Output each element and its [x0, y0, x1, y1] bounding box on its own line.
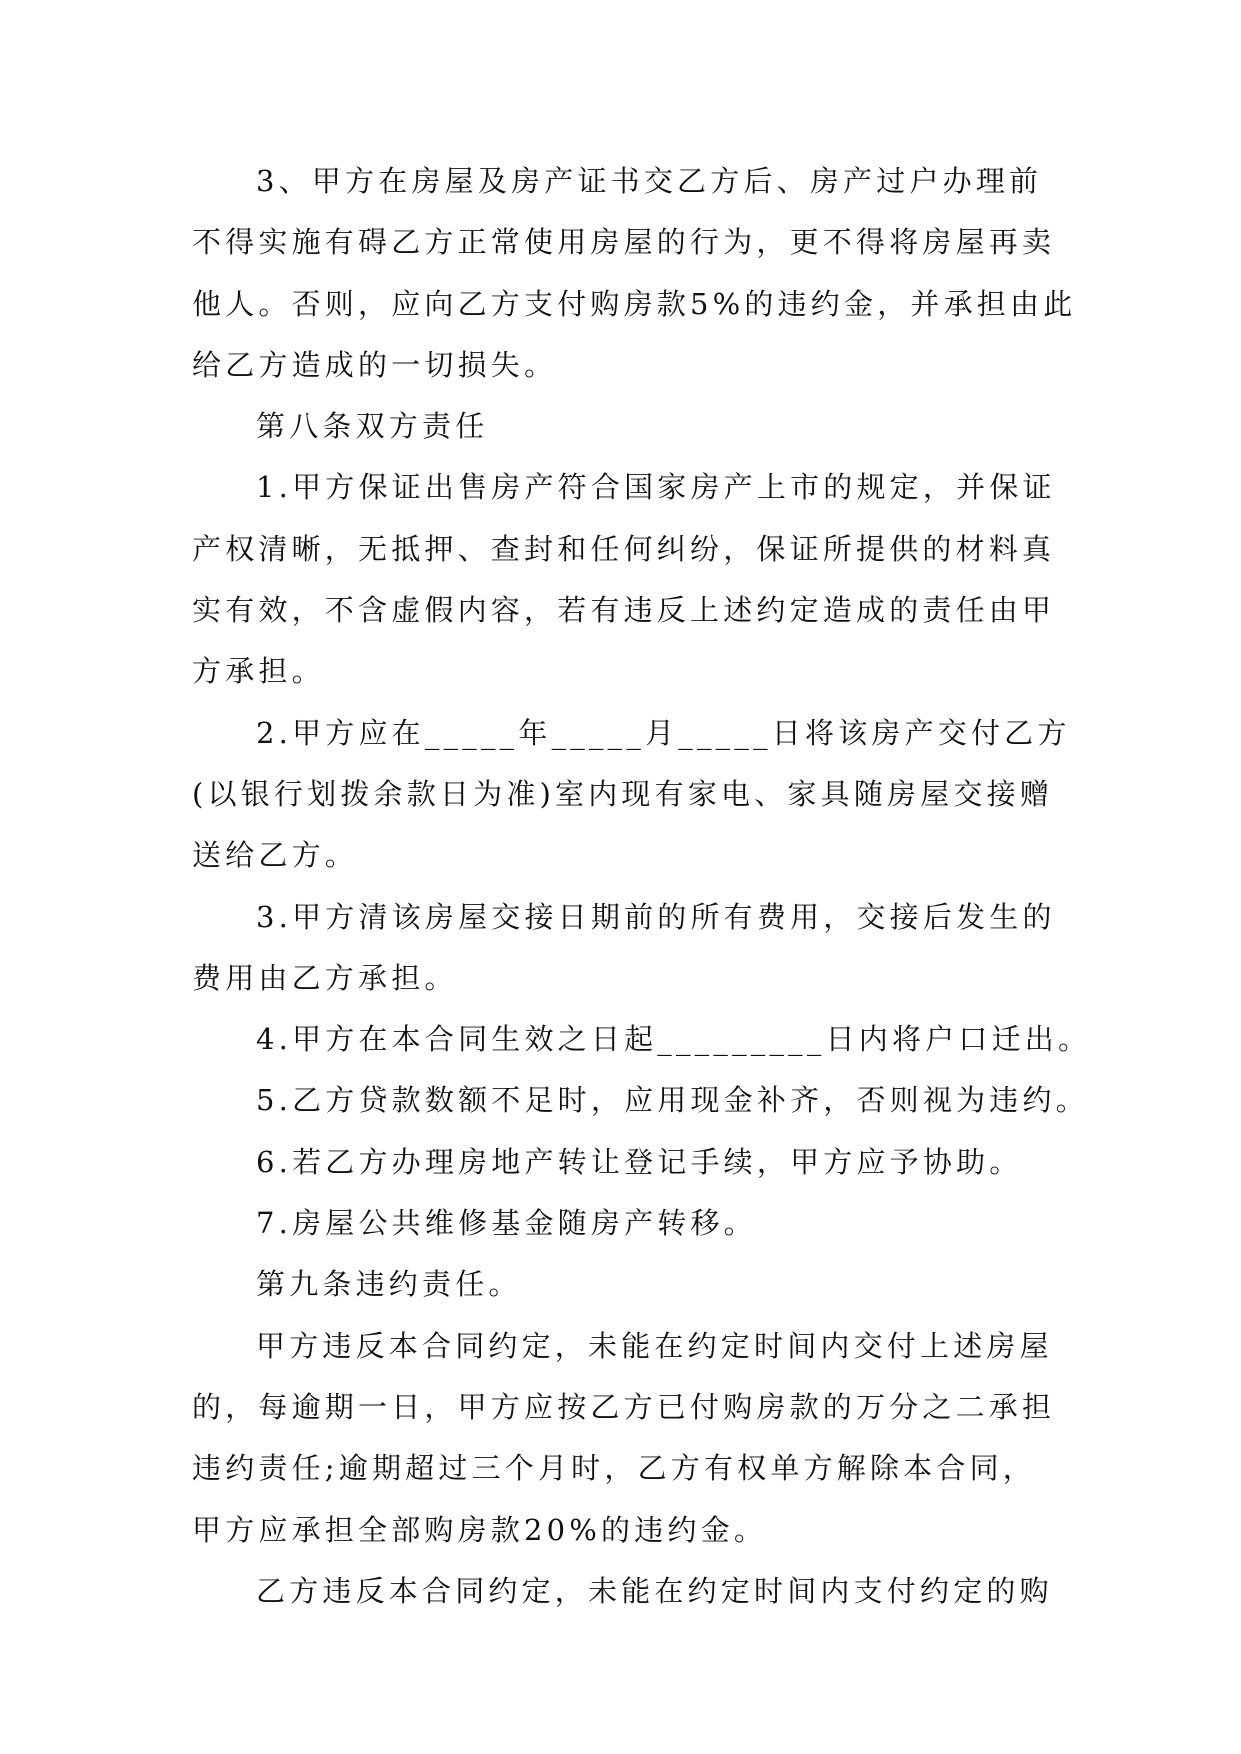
- text-line: 3.甲方清该房屋交接日期前的所有费用，交接后发生的: [256, 899, 1056, 934]
- text-line: 甲方违反本合同约定，未能在约定时间内交付上述房屋: [256, 1328, 1053, 1363]
- text-line: 送给乙方。: [192, 838, 359, 873]
- text-line: 5.乙方贷款数额不足时，应用现金补齐，否则视为违约。: [256, 1083, 1089, 1118]
- text-line: 方承担。: [192, 654, 325, 689]
- text-line: 费用由乙方承担。: [192, 960, 458, 995]
- text-line: (以银行划拨余款日为准)室内现有家电、家具随房屋交接赠: [192, 776, 1054, 811]
- text-line: 6.若乙方办理房地产转让登记手续，甲方应予协助。: [256, 1144, 1023, 1179]
- text-line: 产权清晰，无抵押、查封和任何纠纷，保证所提供的材料真: [192, 531, 1056, 566]
- text-line: 他人。否则，应向乙方支付购房款5%的违约金，并承担由此: [192, 286, 1077, 321]
- section-heading: 第八条双方责任: [256, 409, 489, 444]
- text-line: 2.甲方应在_____年_____月_____日将该房产交付乙方: [256, 715, 1071, 750]
- text-line: 甲方应承担全部购房款20%的违约金。: [192, 1512, 768, 1547]
- text-line: 7.房屋公共维修基金随房产转移。: [256, 1206, 757, 1241]
- text-line: 4.甲方在本合同生效之日起_________日内将户口迁出。: [256, 1022, 1092, 1057]
- text-line: 1.甲方保证出售房产符合国家房产上市的规定，并保证: [256, 470, 1056, 505]
- text-line: 实有效，不含虚假内容，若有违反上述约定造成的责任由甲: [192, 593, 1056, 628]
- text-line: 3、甲方在房屋及房产证书交乙方后、房产过户办理前: [256, 164, 1043, 198]
- text-line: 乙方违反本合同约定，未能在约定时间内支付约定的购: [256, 1573, 1053, 1608]
- document-body: [192, 161, 1092, 1632]
- section-heading: 第九条违约责任。: [256, 1267, 522, 1302]
- text-line: 的，每逾期一日，甲方应按乙方已付购房款的万分之二承担: [192, 1389, 1056, 1424]
- text-line: 违约责任;逾期超过三个月时，乙方有权单方解除本合同，: [192, 1451, 1036, 1486]
- text-line: 不得实施有碍乙方正常使用房屋的行为，更不得将房屋再卖: [192, 225, 1056, 260]
- text-line: 给乙方造成的一切损失。: [192, 347, 558, 382]
